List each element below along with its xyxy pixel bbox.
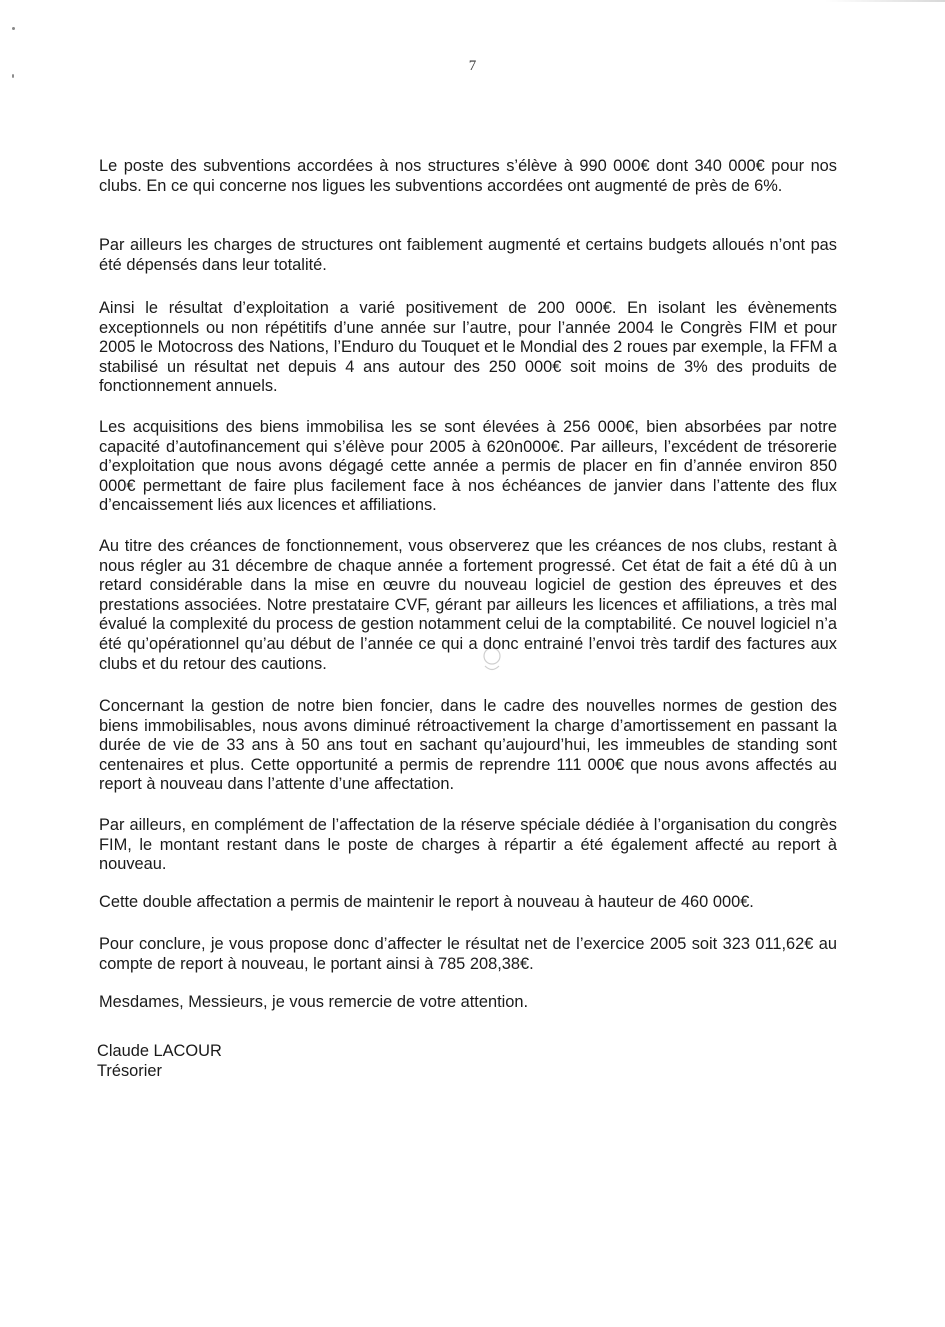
paragraph-acquisitions: Les acquisitions des biens immobilisa les se sont élevées à 256 000€, bien absorbées par notre capacité d’autofinancement qui s’élève pour 2005 à 620n000€. Par ailleurs, l’excédent de trésorerie d’exploitation que nous avons dégagé cette année a permis de placer en fin d’année environ 850 000€ permettant de faire plus facilement face à nos échéances de janvier dans l’attente des flux d’encaissement liés aux licences et affiliations.	[99, 418, 837, 515]
paragraph-conclusion: Pour conclure, je vous propose donc d’affecter le résultat net de l’exercice 2005 soit 323 011,62€ au compte de report à nouveau, le portant ainsi à 785 208,38€.	[99, 935, 837, 973]
paragraph-resultat-exploitation: Ainsi le résultat d’exploitation a varié positivement de 200 000€. En isolant les évènements exceptionnels ou non répétitifs d’une année sur l’autre, pour l’année 2004 le Congrès FIM et pour 2005 le Motocross des Nations, l’Enduro du Touquet et le Mondial des 2 roues par exemple, la FFM a stabilisé un résultat net depuis 4 ans autour des 250 000€ soit moins de 3% des produits de fonctionnement annuels.	[99, 299, 837, 396]
paragraph-charges-structures: Par ailleurs les charges de structures ont faiblement augmenté et certains budgets alloués n’ont pas été dépensés dans leur totalité.	[99, 236, 837, 274]
paragraph-double-affectation: Cette double affectation a permis de maintenir le report à nouveau à hauteur de 460 000€.	[99, 893, 754, 911]
paragraph-creances: Au titre des créances de fonctionnement, vous observerez que les créances de nos clubs, restant à nous régler au 31 décembre de chaque année a fortement progressé. Cet état de fait a été dû à un retard considérable dans la mise en œuvre du nouveau logiciel de gestion des épreuves et des prestations associées. Notre prestataire CVF, gérant par ailleurs les licences et affiliations, a très mal évalué la complexité du process de gestion notamment celui de la comptabilité. Ce nouvel logiciel n’a été qu’opérationnel qu’au début de l’année ce qui a donc entrainé l’envoi très tardif des factures aux clubs et du retour des cautions.	[99, 537, 837, 673]
page-number: 7	[468, 58, 477, 74]
paragraph-reserve-speciale: Par ailleurs, en complément de l’affectation de la réserve spéciale dédiée à l’organisation du congrès FIM, le montant restant dans le poste de charges à répartir a été également affecté au report à nouveau.	[99, 816, 837, 874]
faint-stamp-watermark	[479, 646, 505, 674]
signatory-name: Claude LACOUR	[97, 1042, 222, 1060]
paragraph-bien-foncier: Concernant la gestion de notre bien foncier, dans le cadre des nouvelles normes de gestion des biens immobilisables, nous avons diminué rétroactivement la charge d’amortissement en passant la durée de vie de 33 ans à 50 ans tout en sachant qu’aujourd’hui, les immeubles de standing sont centenaires et plus. Cette opportunité a permis de reprendre 111 000€ que nous avons affectés au report à nouveau dans l’attente d’une affectation.	[99, 697, 837, 794]
signature-block	[97, 1041, 222, 1081]
signatory-title: Trésorier	[97, 1062, 162, 1080]
scan-edge-shadow	[825, 0, 945, 2]
scan-speck	[12, 27, 15, 30]
paragraph-remerciements: Mesdames, Messieurs, je vous remercie de votre attention.	[99, 993, 529, 1011]
paragraph-subventions: Le poste des subventions accordées à nos structures s’élève à 990 000€ dont 340 000€ pour nos clubs. En ce qui concerne nos ligues les subventions accordées ont augmenté de près de 6%.	[99, 157, 837, 195]
